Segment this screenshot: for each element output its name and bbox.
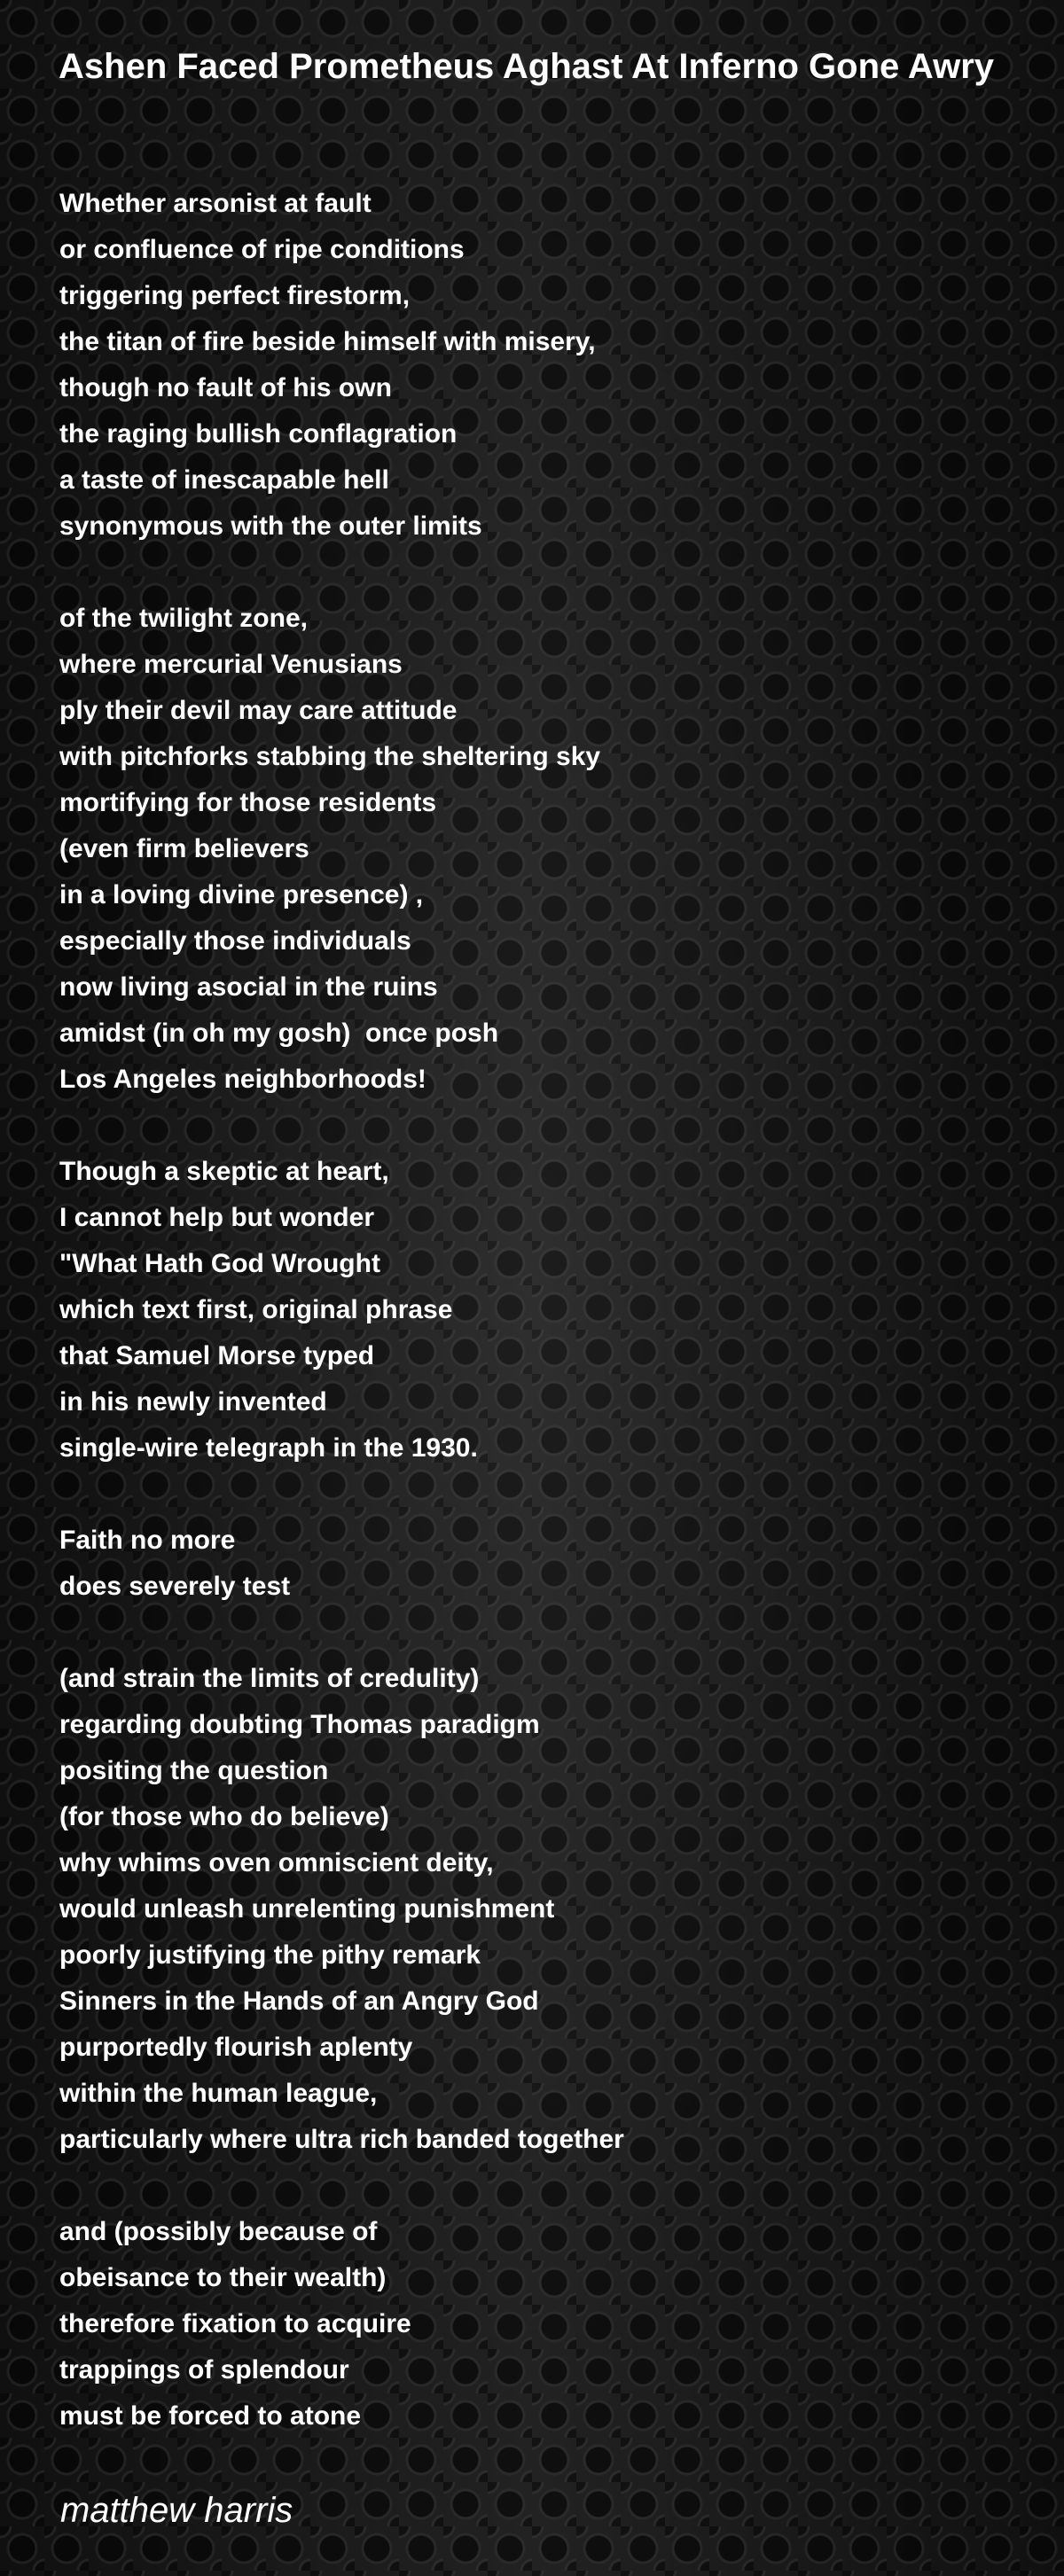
stanza-3 — [59, 1149, 1017, 1471]
poem-line: particularly where ultra rich banded together — [59, 2125, 624, 2154]
poem-line: which text first, original phrase — [59, 1295, 453, 1324]
poem-line: and (possibly because of — [59, 2217, 378, 2246]
poem-line: obeisance to their wealth) — [59, 2263, 387, 2292]
poem-line: the titan of fire beside himself with misery, — [59, 327, 596, 356]
poem-line: ply their devil may care attitude — [59, 696, 458, 725]
poem-line: Faith no more — [59, 1526, 236, 1555]
poem-line: purportedly flourish aplenty — [59, 2033, 413, 2062]
stanza-1 — [59, 181, 1017, 550]
poem-line: Sinners in the Hands of an Angry God — [59, 1987, 539, 2016]
poem-line: Los Angeles neighborhoods! — [59, 1065, 426, 1094]
stanza-2 — [59, 596, 1017, 1103]
poem-title: Ashen Faced Prometheus Aghast At Inferno Gone Awry — [59, 47, 994, 86]
poem-line: "What Hath God Wrought — [59, 1249, 380, 1278]
poem-line: triggering perfect firestorm, — [59, 281, 411, 310]
poem-author: matthew harris — [60, 2491, 293, 2530]
poem-line: must be forced to atone — [59, 2401, 362, 2431]
poem-line: with pitchforks stabbing the sheltering sky — [59, 742, 601, 771]
poem-line: why whims oven omniscient deity, — [59, 1848, 494, 1877]
poem-line: does severely test — [59, 1572, 291, 1601]
poem-line: mortifying for those residents — [59, 788, 437, 817]
poem-line: single-wire telegraph in the 1930. — [59, 1433, 478, 1463]
poem-line: within the human league, — [59, 2079, 378, 2108]
poem-line: though no fault of his own — [59, 373, 392, 402]
poem-line: that Samuel Morse typed — [59, 1341, 375, 1370]
stanza-4 — [59, 1518, 1017, 1610]
poem-line: (and strain the limits of credulity) — [59, 1664, 480, 1693]
poem-line: synonymous with the outer limits — [59, 511, 482, 541]
stanza-5 — [59, 1656, 1017, 2163]
stanza-6 — [59, 2209, 1017, 2439]
poem-line: in a loving divine presence) , — [59, 880, 424, 909]
poem-body — [59, 181, 1017, 2486]
poem-line: a taste of inescapable hell — [59, 465, 389, 495]
poem-line: of the twilight zone, — [59, 604, 308, 633]
poem-line: the raging bullish conflagration — [59, 419, 458, 449]
poem-line: where mercurial Venusians — [59, 650, 403, 679]
poem-line: now living asocial in the ruins — [59, 972, 438, 1002]
poem-line: poorly justifying the pithy remark — [59, 1940, 481, 1970]
poem-line: I cannot help but wonder — [59, 1203, 374, 1232]
poem-line: therefore fixation to acquire — [59, 2309, 411, 2338]
poem-line: would unleash unrelenting punishment — [59, 1894, 555, 1924]
poem-line: in his newly invented — [59, 1387, 327, 1417]
poem-line: (for those who do believe) — [59, 1802, 389, 1831]
poem-line: Though a skeptic at heart, — [59, 1157, 389, 1186]
poem-line: regarding doubting Thomas paradigm — [59, 1710, 540, 1739]
poem-line: trappings of splendour — [59, 2355, 349, 2385]
poem-line: or confluence of ripe conditions — [59, 235, 465, 264]
poem-line: amidst (in oh my gosh) once posh — [59, 1019, 499, 1048]
poem-line: positing the question — [59, 1756, 329, 1785]
poem-line: especially those individuals — [59, 926, 411, 956]
poem-line: (even firm believers — [59, 834, 309, 863]
poem-line: Whether arsonist at fault — [59, 189, 372, 218]
